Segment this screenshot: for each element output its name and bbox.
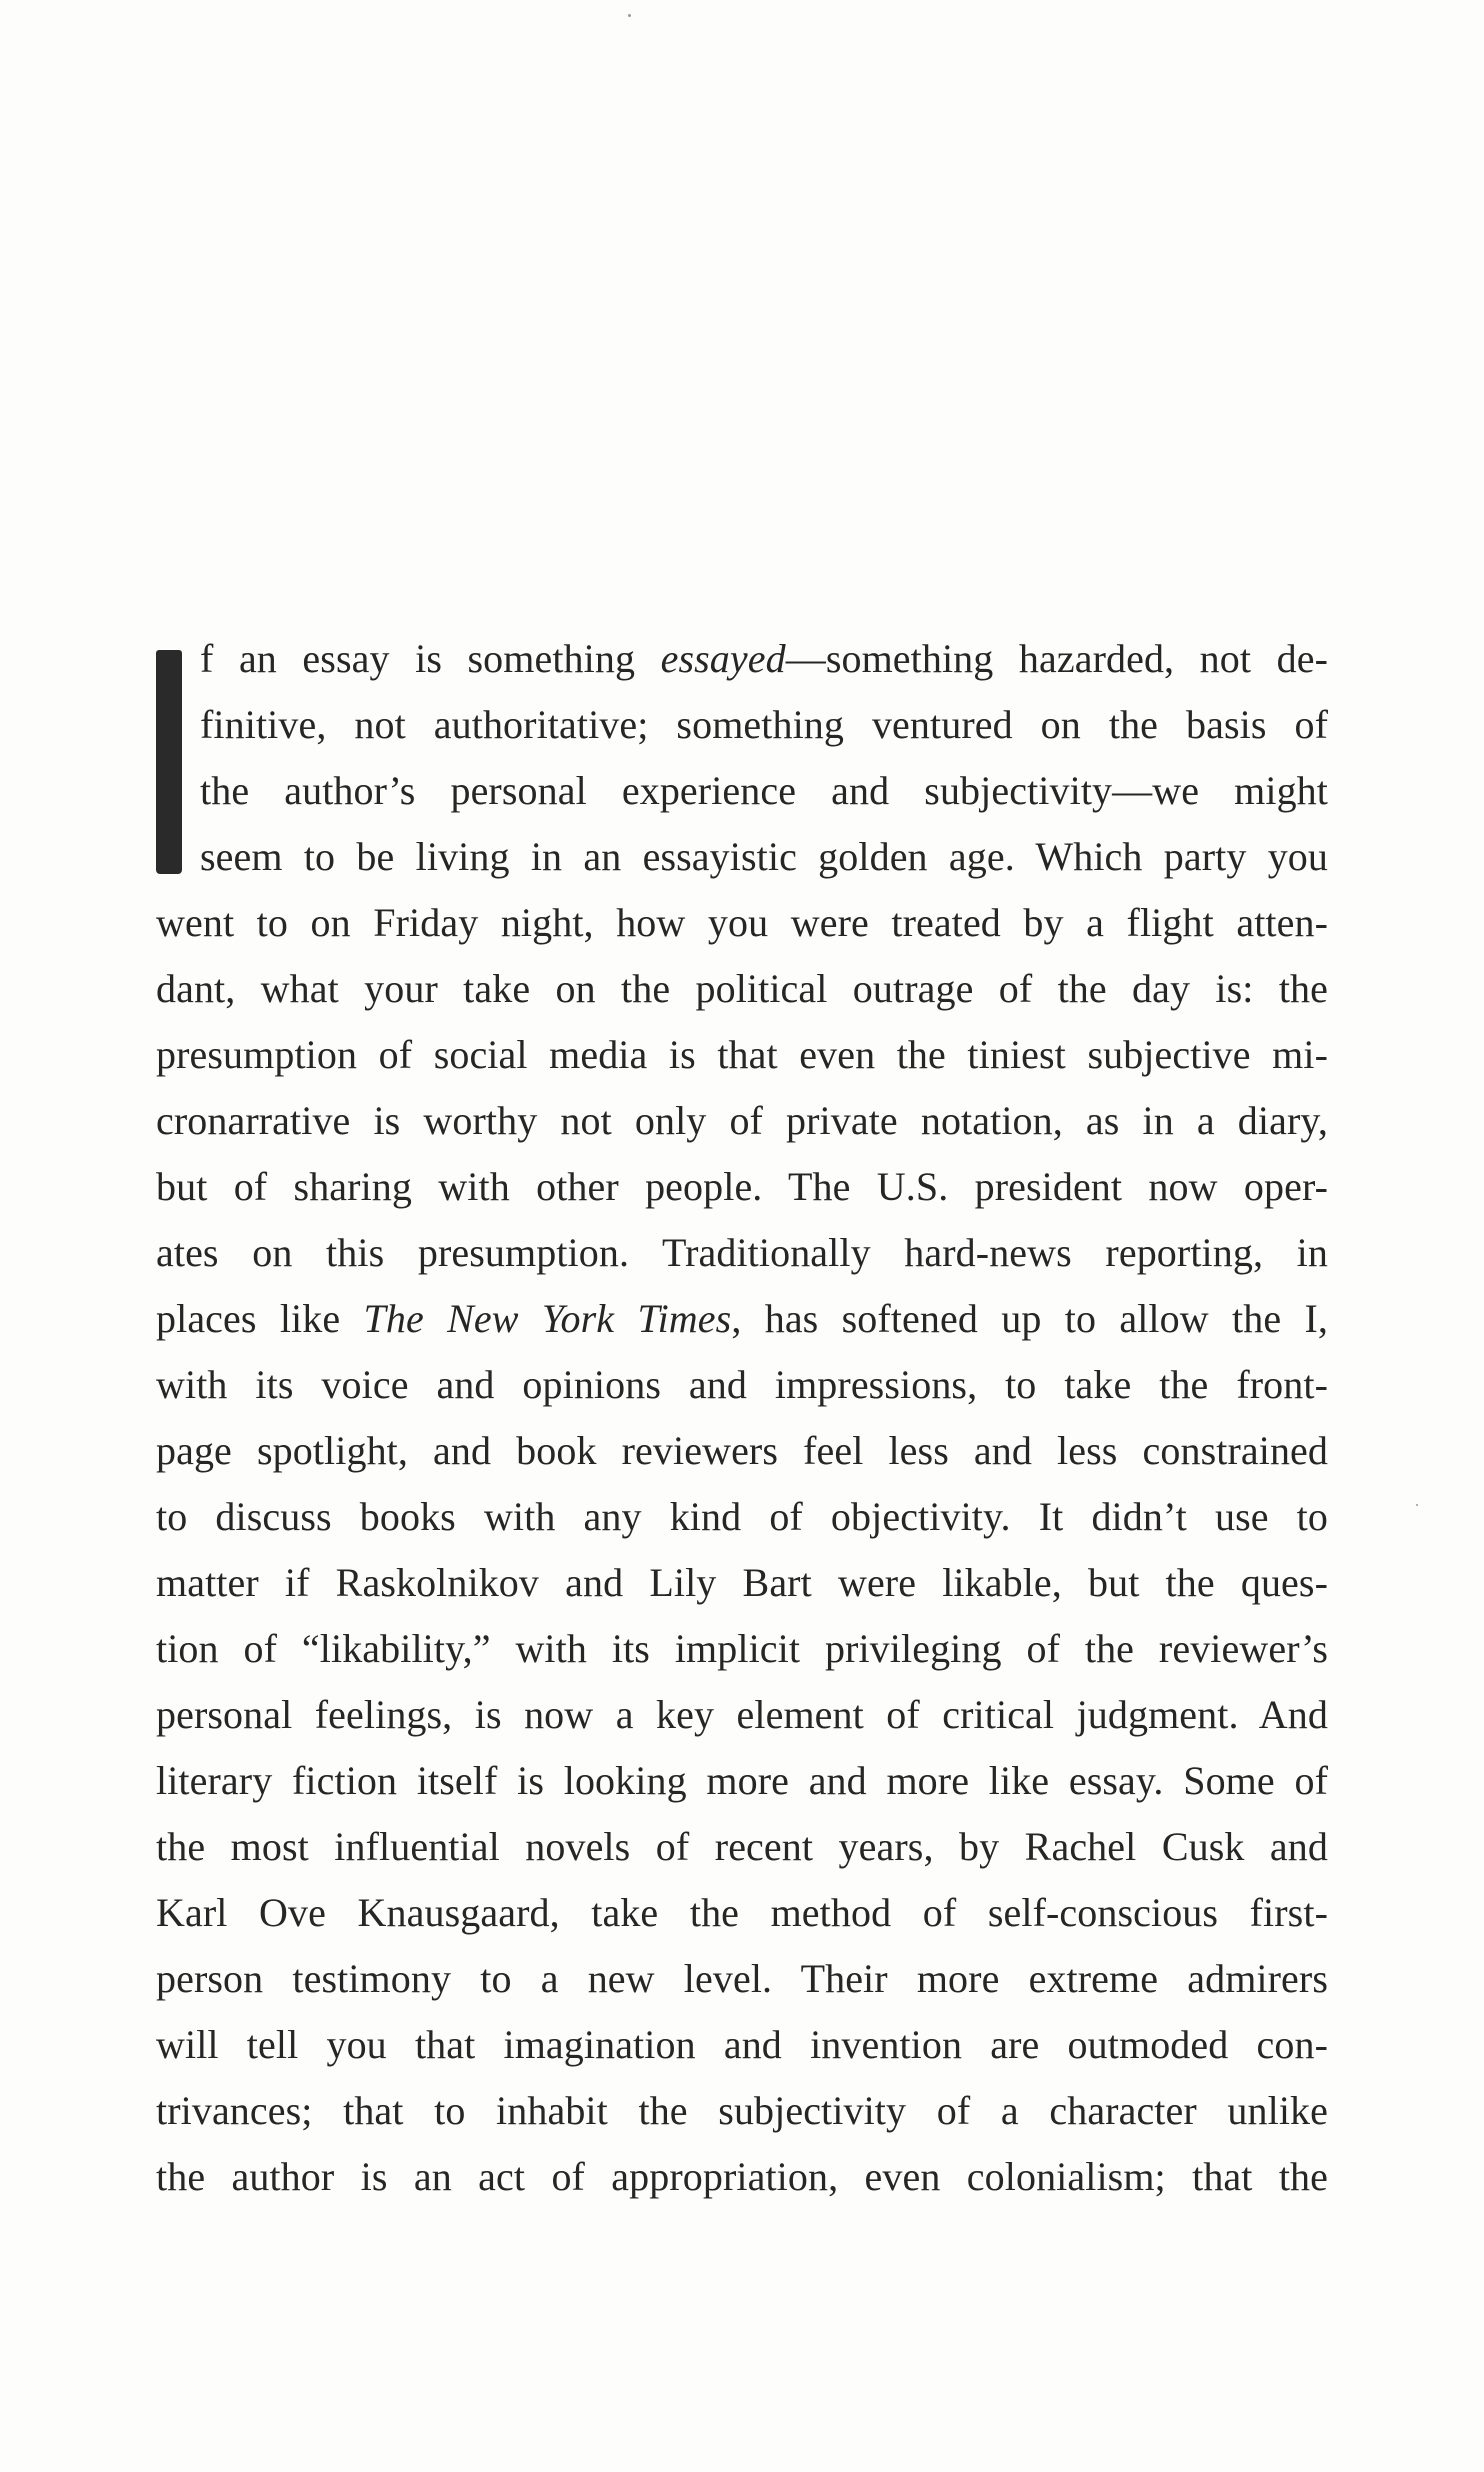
line-text: cronarrative is worthy not only of private notation, as in a diary, <box>156 1098 1328 1143</box>
line-text: finitive, not authoritative; something ventured on the basis of <box>200 702 1328 747</box>
text-line <box>156 956 1328 1022</box>
text-line <box>200 692 1328 758</box>
paper-speck <box>628 14 631 17</box>
text-line <box>156 1748 1328 1814</box>
line-text: the author is an act of appropriation, even colonialism; that the <box>156 2154 1328 2199</box>
line-text: Karl Ove Knausgaard, take the method of self-conscious first- <box>156 1890 1328 1935</box>
line-text: person testimony to a new level. Their more extreme admirers <box>156 1956 1328 2001</box>
text-line <box>156 1616 1328 1682</box>
text-line <box>156 1682 1328 1748</box>
line-text: f an essay is something <box>200 636 661 681</box>
line-text: trivances; that to inhabit the subjectivity of a character unlike <box>156 2088 1328 2133</box>
line-text: went to on Friday night, how you were treated by a flight atten- <box>156 900 1328 945</box>
line-text: dant, what your take on the political outrage of the day is: the <box>156 966 1328 1011</box>
line-text: places like <box>156 1296 364 1341</box>
line-text: seem to be living in an essayistic golden age. Which party you <box>200 834 1328 879</box>
line-text: the author’s personal experience and subjectivity—we might <box>200 768 1328 813</box>
text-line <box>156 1418 1328 1484</box>
italic-phrase: essayed <box>660 636 786 681</box>
line-text: ates on this presumption. Traditionally hard-news reporting, in <box>156 1230 1328 1275</box>
text-line <box>156 1814 1328 1880</box>
text-line <box>156 1550 1328 1616</box>
line-text: will tell you that imagination and invention are outmoded con- <box>156 2022 1328 2067</box>
text-line <box>156 1352 1328 1418</box>
text-line <box>156 1154 1328 1220</box>
line-text: the most influential novels of recent years, by Rachel Cusk and <box>156 1824 1328 1869</box>
line-text: tion of “likability,” with its implicit privileging of the reviewer’s <box>156 1626 1328 1671</box>
text-line <box>156 890 1328 956</box>
drop-cap <box>156 650 182 874</box>
line-text: personal feelings, is now a key element of critical judgment. And <box>156 1692 1328 1737</box>
text-line <box>156 1484 1328 1550</box>
text-line <box>156 1022 1328 1088</box>
text-line <box>156 1880 1328 1946</box>
paper-speck <box>1416 1504 1418 1506</box>
italic-phrase: The New York Times <box>363 1296 732 1341</box>
paragraph <box>156 626 1328 2210</box>
line-text: presumption of social media is that even the tiniest subjective mi- <box>156 1032 1328 1077</box>
text-line <box>156 2012 1328 2078</box>
line-text: to discuss books with any kind of objectivity. It didn’t use to <box>156 1494 1328 1539</box>
line-text: matter if Raskolnikov and Lily Bart were likable, but the ques- <box>156 1560 1328 1605</box>
text-line <box>156 2144 1328 2210</box>
line-text: page spotlight, and book reviewers feel less and less constrained <box>156 1428 1328 1473</box>
text-line <box>200 824 1328 890</box>
text-line <box>200 626 1328 692</box>
text-line <box>156 1220 1328 1286</box>
text-line <box>156 1088 1328 1154</box>
line-text: —something hazarded, not de- <box>785 636 1328 681</box>
body-text <box>156 626 1328 2210</box>
text-line <box>156 1286 1328 1352</box>
text-line <box>156 2078 1328 2144</box>
text-line <box>156 1946 1328 2012</box>
line-text: with its voice and opinions and impressions, to take the front- <box>156 1362 1328 1407</box>
line-text: but of sharing with other people. The U.S. president now oper- <box>156 1164 1328 1209</box>
line-text: literary fiction itself is looking more and more like essay. Some of <box>156 1758 1328 1803</box>
text-line <box>200 758 1328 824</box>
line-text: , has softened up to allow the I, <box>731 1296 1329 1341</box>
